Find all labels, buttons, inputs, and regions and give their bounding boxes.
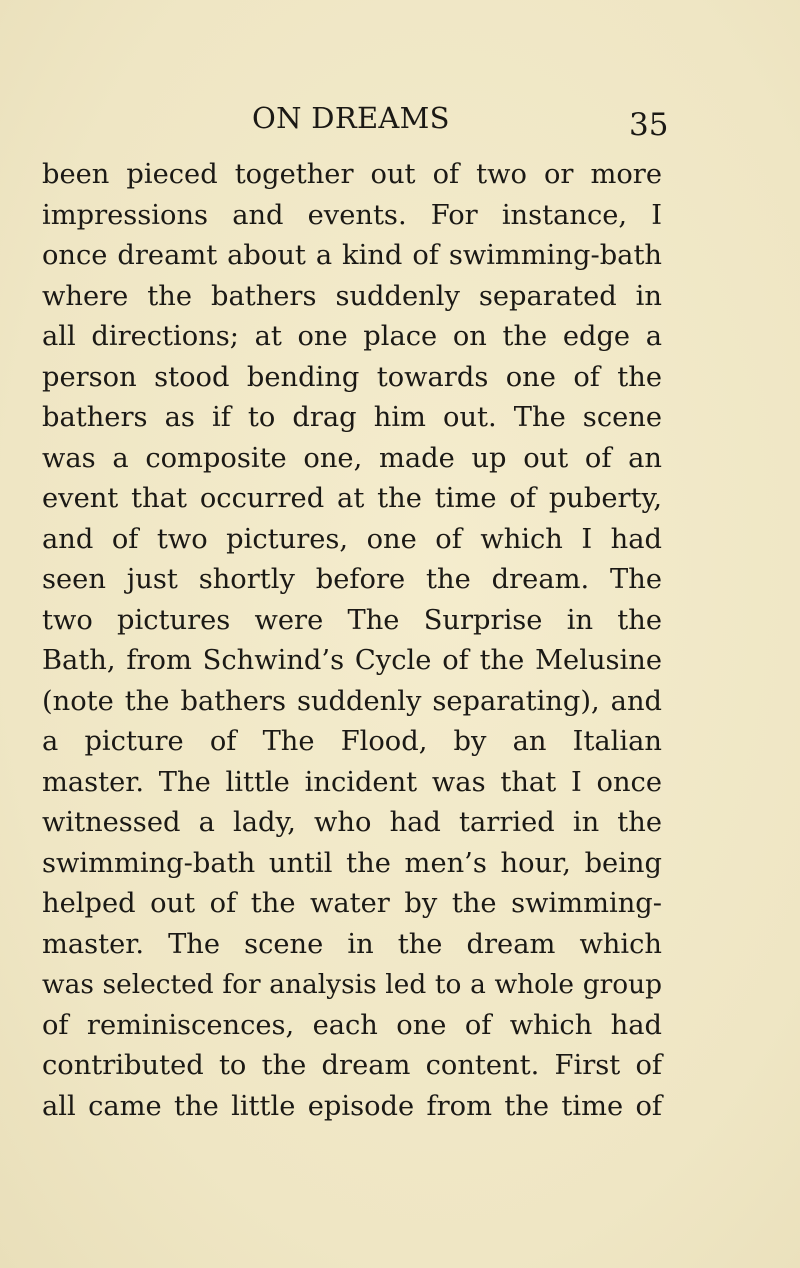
text-line: person stood bending towards one of the <box>42 361 662 393</box>
text-line: all came the little episode from the time of <box>42 1090 662 1122</box>
text-line: (note the bathers suddenly separating), and <box>42 685 662 717</box>
text-line: swimming-bath until the men’s hour, being <box>42 847 662 879</box>
text-line: seen just shortly before the dream. The <box>42 564 662 595</box>
running-head <box>0 98 800 148</box>
body-text <box>42 155 662 1127</box>
text-line: was selected for analysis led to a whole group <box>42 969 662 1000</box>
text-line: where the bathers suddenly separated in <box>42 280 662 312</box>
text-line: master. The little incident was that I once <box>42 766 662 798</box>
text-line: been pieced together out of two or more <box>42 159 662 190</box>
text-line: a picture of The Flood, by an Italian <box>42 726 662 757</box>
page-number: 35 <box>629 107 669 143</box>
text-line: impressions and events. For instance, I <box>42 199 662 231</box>
text-line: event that occurred at the time of puberty, <box>42 483 662 514</box>
text-line: bathers as if to drag him out. The scene <box>42 402 662 433</box>
text-line: contributed to the dream content. First of <box>42 1050 662 1081</box>
text-line: two pictures were The Surprise in the <box>42 604 662 636</box>
text-line: of reminiscences, each one of which had <box>42 1009 662 1041</box>
text-line: helped out of the water by the swimming- <box>42 888 662 919</box>
text-line: all directions; at one place on the edge a <box>42 321 662 352</box>
running-title: ON DREAMS <box>252 101 450 135</box>
text-line: Bath, from Schwind’s Cycle of the Melusine <box>42 645 662 676</box>
text-line: and of two pictures, one of which I had <box>42 523 662 555</box>
text-line: master. The scene in the dream which <box>42 928 662 960</box>
text-line: was a composite one, made up out of an <box>42 442 662 474</box>
text-line: witnessed a lady, who had tarried in the <box>42 807 662 838</box>
text-line: once dreamt about a kind of swimming-bath <box>42 240 662 271</box>
